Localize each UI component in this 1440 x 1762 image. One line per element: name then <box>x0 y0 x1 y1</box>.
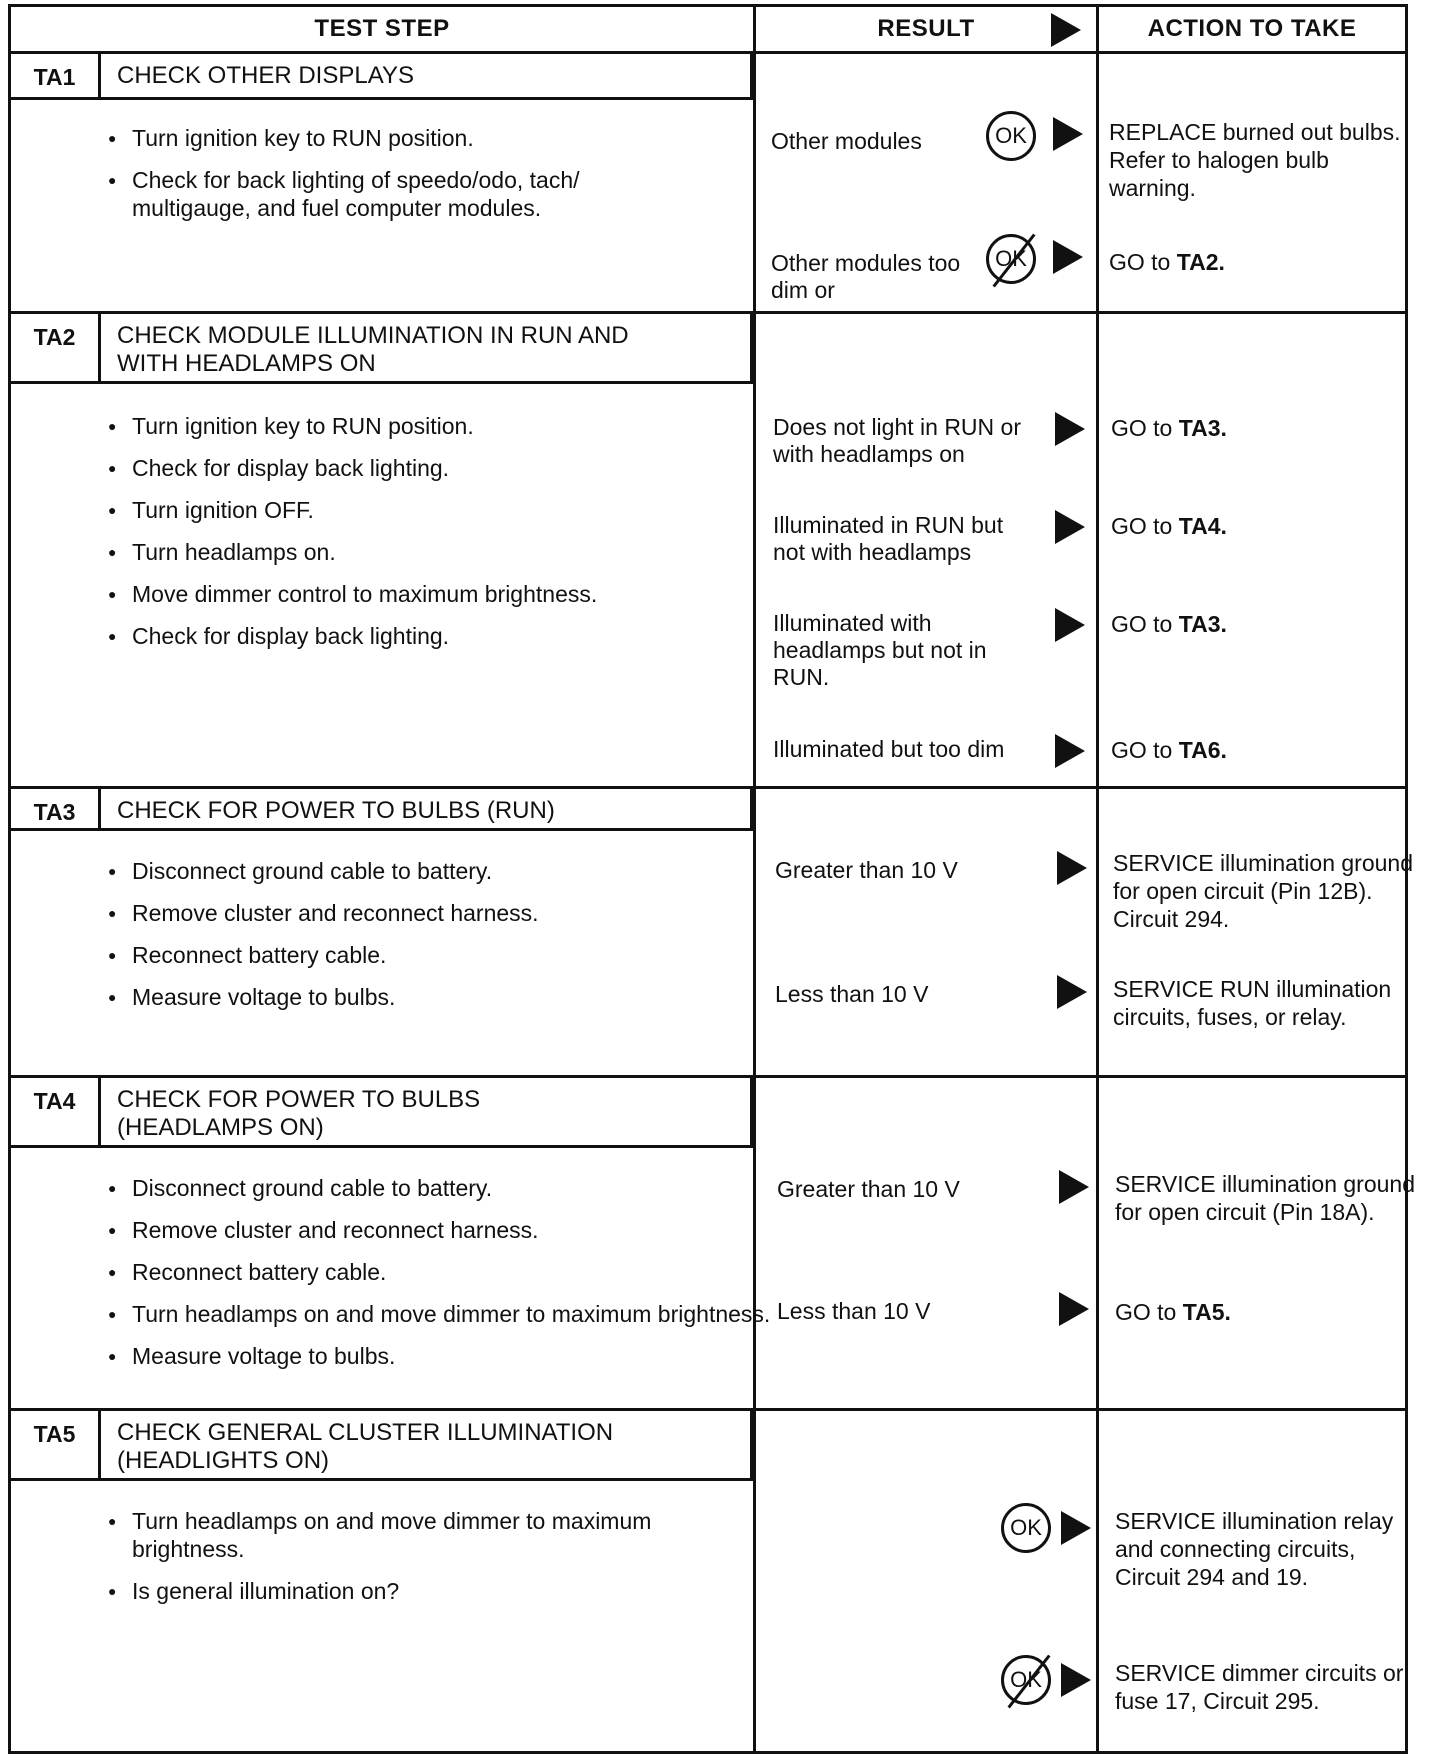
ok-icon: OK <box>986 111 1036 161</box>
ta3-steps <box>106 857 772 1025</box>
diagnostic-table <box>8 4 1416 1754</box>
ta2-result-1: Does not light in RUN or with headlamps on <box>773 414 1021 467</box>
ta5-step-2: ● Is general illumination on? <box>106 1577 772 1605</box>
ta1-result-1: Other modules <box>771 128 922 154</box>
ta3-step-3: ● Reconnect battery cable. <box>106 941 772 969</box>
ta5-id: TA5 <box>11 1411 101 1478</box>
ta2-action-1: GO to TA3. <box>1111 415 1227 441</box>
arrow-icon <box>1055 608 1085 642</box>
arrow-icon <box>1059 1292 1089 1326</box>
section-ta5 <box>11 1411 1405 1751</box>
ta4-action-2: GO to TA5. <box>1115 1299 1231 1325</box>
ta5-steps <box>106 1507 772 1619</box>
arrow-icon <box>1053 240 1083 274</box>
ta4-action-1: SERVICE illumination ground for open circuit (Pin 18A). <box>1115 1171 1416 1225</box>
ta4-step-2: ● Remove cluster and reconnect harness. <box>106 1216 772 1244</box>
ta4-title-box <box>11 1078 753 1148</box>
not-ok-icon: OK <box>986 234 1036 284</box>
ta1-title: CHECK OTHER DISPLAYS <box>117 62 414 89</box>
ta1-title-box <box>11 54 753 100</box>
ta2-step-5: ● Move dimmer control to maximum brightness. <box>106 580 772 608</box>
arrow-icon <box>1053 117 1083 151</box>
ta5-title-box <box>11 1411 753 1481</box>
ta4-id: TA4 <box>11 1078 101 1145</box>
header-action: ACTION TO TAKE <box>1147 15 1357 42</box>
arrow-icon <box>1059 1170 1089 1204</box>
ta2-step-6: ● Check for display back lighting. <box>106 622 772 650</box>
ta2-result-3: Illuminated with headlamps but not in RUN. <box>773 610 987 690</box>
section-ta4 <box>11 1078 1416 1408</box>
ta3-step-4: ● Measure voltage to bulbs. <box>106 983 772 1011</box>
ta2-title: CHECK MODULE ILLUMINATION IN RUN AND WITH HEADLAMPS ON <box>117 322 629 377</box>
arrow-icon <box>1055 412 1085 446</box>
not-ok-icon: OK <box>1001 1655 1051 1705</box>
ta1-id: TA1 <box>11 54 101 97</box>
ta4-step-4: ● Turn headlamps on and move dimmer to maximum brightness. <box>106 1300 772 1328</box>
header-test-step: TEST STEP <box>314 15 450 42</box>
ta5-action-1: SERVICE illumination relay and connecting circuits, Circuit 294 and 19. <box>1115 1508 1394 1590</box>
ta3-title: CHECK FOR POWER TO BULBS (RUN) <box>117 797 555 824</box>
ta1-step-1: ● Turn ignition key to RUN position. <box>106 124 772 152</box>
arrow-icon <box>1055 510 1085 544</box>
ta4-step-5: ● Measure voltage to bulbs. <box>106 1342 772 1370</box>
ta5-step-1: ● Turn headlamps on and move dimmer to maximum brightness. <box>106 1507 742 1563</box>
ta1-step-2: ● Check for back lighting of speedo/odo, tach/ multigauge, and fuel computer modules. <box>106 166 652 222</box>
arrow-icon <box>1057 851 1087 885</box>
ta1-result-2: Other modules too dim or <box>771 250 961 303</box>
ta4-result-1: Greater than 10 V <box>777 1176 960 1202</box>
ta2-action-2: GO to TA4. <box>1111 513 1227 539</box>
arrow-icon <box>1055 734 1085 768</box>
ta5-title: CHECK GENERAL CLUSTER ILLUMINATION (HEADLIGHTS ON) <box>117 1419 614 1474</box>
section-ta3 <box>11 789 1414 1075</box>
ta3-step-1: ● Disconnect ground cable to battery. <box>106 857 772 885</box>
ta3-step-2: ● Remove cluster and reconnect harness. <box>106 899 772 927</box>
ta4-title: CHECK FOR POWER TO BULBS (HEADLAMPS ON) <box>117 1086 481 1141</box>
ta2-action-4: GO to TA6. <box>1111 737 1227 763</box>
ta4-steps <box>106 1174 772 1384</box>
ta2-step-2: ● Check for display back lighting. <box>106 454 772 482</box>
ta3-action-1: SERVICE illumination ground for open circuit (Pin 12B). Circuit 294. <box>1113 850 1414 932</box>
ta2-id: TA2 <box>11 314 101 381</box>
ta2-step-4: ● Turn headlamps on. <box>106 538 772 566</box>
arrow-icon <box>1061 1663 1091 1697</box>
ta5-action-2: SERVICE dimmer circuits or fuse 17, Circuit 295. <box>1115 1660 1404 1714</box>
header-result: RESULT <box>877 15 975 42</box>
ta1-action-1: REPLACE burned out bulbs. Refer to halogen bulb warning. <box>1109 119 1401 201</box>
ta2-result-4: Illuminated but too dim <box>773 736 1005 762</box>
ta3-action-2: SERVICE RUN illumination circuits, fuses, or relay. <box>1113 976 1392 1030</box>
ta3-title-box <box>11 789 753 831</box>
arrow-icon <box>1061 1511 1091 1545</box>
header-arrow-icon <box>1051 13 1081 47</box>
ta3-result-2: Less than 10 V <box>775 981 929 1007</box>
ta2-result-2: Illuminated in RUN but not with headlamps <box>773 512 1004 565</box>
ta2-title-box <box>11 314 753 384</box>
ta4-result-2: Less than 10 V <box>777 1298 931 1324</box>
ta2-step-1: ● Turn ignition key to RUN position. <box>106 412 772 440</box>
ta2-steps <box>106 412 772 664</box>
section-ta1 <box>11 54 1405 311</box>
ta1-action-2: GO to TA2. <box>1109 249 1225 275</box>
arrow-icon <box>1057 975 1087 1009</box>
ta1-steps <box>106 124 772 236</box>
ta4-step-3: ● Reconnect battery cable. <box>106 1258 772 1286</box>
ta3-id: TA3 <box>11 789 101 828</box>
ta4-step-1: ● Disconnect ground cable to battery. <box>106 1174 772 1202</box>
ok-icon: OK <box>1001 1503 1051 1553</box>
ta3-result-1: Greater than 10 V <box>775 857 958 883</box>
section-ta2 <box>11 314 1405 786</box>
ta2-action-3: GO to TA3. <box>1111 611 1227 637</box>
ta2-step-3: ● Turn ignition OFF. <box>106 496 772 524</box>
